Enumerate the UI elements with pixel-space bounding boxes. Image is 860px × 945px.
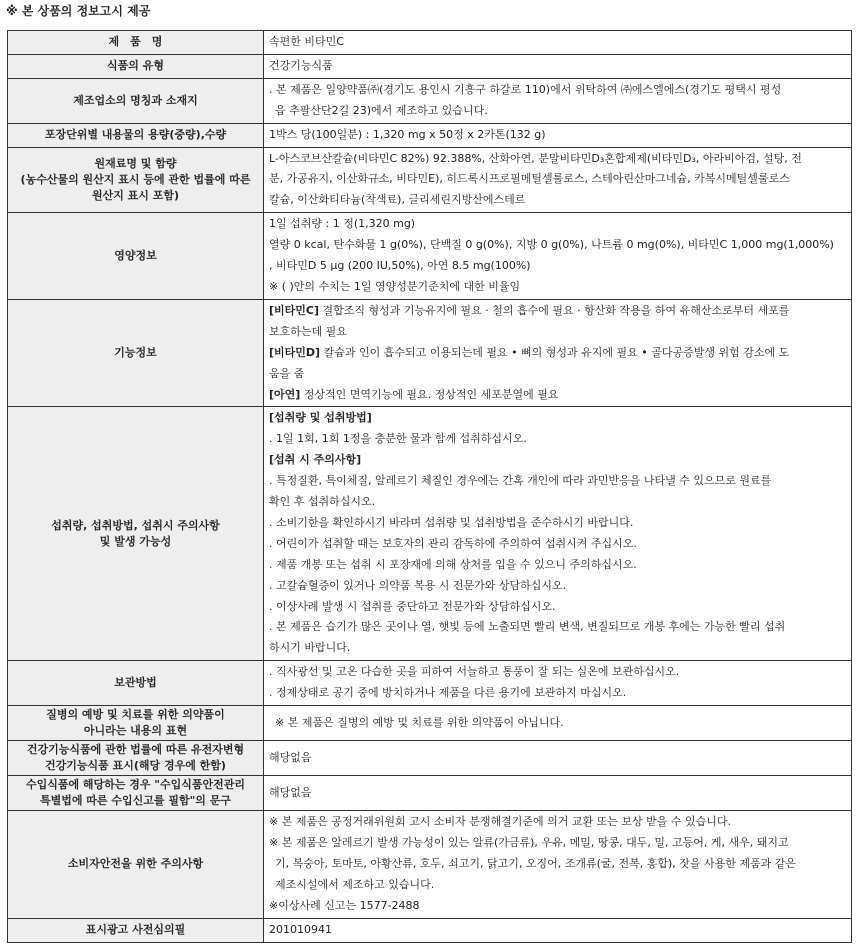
row-label-import (8, 776, 264, 811)
intake-line: 확인 후 섭취하십시오. (269, 495, 376, 509)
intake-line: . 이상사례 발생 시 섭취를 중단하고 전문가와 상담하십시오. (269, 599, 556, 613)
gmo-label-sub: 건강기능식품 표시(해당 경우에 한함) (45, 759, 226, 773)
table-row (8, 661, 852, 706)
consumer-line: 제조시설에서 제조하고 있습니다. (275, 877, 435, 891)
row-value-product-name: 속편한 비타민C (264, 31, 852, 55)
import-label-sub: 특별법에 따른 수입신고를 필함"의 문구 (39, 794, 232, 808)
nutrition-line: ※ ( )안의 수치는 1일 영양성분기준치에 대한 비율임 (269, 279, 521, 293)
row-label-function: 기능정보 (8, 299, 264, 407)
row-label-manufacturer: 제조업소의 명칭과 소재지 (8, 78, 264, 123)
row-label-capacity: 포장단위별 내용물의 용량(중량),수량 (8, 123, 264, 147)
row-label-ingredients (8, 147, 264, 213)
function-tag: [비타민C] (269, 303, 320, 317)
table-row (8, 299, 852, 407)
row-value-gmo: 해당없음 (264, 741, 852, 776)
function-text: 보호하는데 필요 (269, 324, 347, 338)
intake-label: 섭취량, 섭취방법, 섭취시 주의사항 (51, 518, 220, 532)
intake-line: . 1일 1회, 1회 1정을 충분한 물과 함께 섭취하십시오. (269, 432, 527, 446)
row-label-product-name: 제 품 명 (8, 31, 264, 55)
gmo-label: 건강기능식품에 관한 법률에 따른 유전자변형 (26, 743, 245, 757)
function-line (269, 364, 847, 385)
function-line (269, 322, 847, 343)
ingredients-label-sub: (농수산물의 원산지 표시 등에 관한 법률에 따른 원산지 표시 포함) (20, 172, 251, 202)
nutrition-line: 1일 섭취량 : 1 정(1,320 mg) (269, 217, 416, 231)
table-row (8, 213, 852, 300)
nutrition-line-text: 열량 0 kcal, 탄수화물 1 g(0%), 단백질 0 g(0%), 지방 0 g(0%), 나트륨 0 mg(0%), 비타민C 1,000 mg(1,000% (269, 238, 830, 252)
consumer-line: ※이상사례 신고는 1577-2488 (269, 898, 420, 912)
function-line (269, 343, 847, 364)
table-row (8, 123, 852, 147)
function-line (269, 301, 847, 322)
table-row (8, 706, 852, 741)
intake-heading: [섭취량 및 섭취방법] (269, 411, 372, 425)
ingredients-line: L-아스코브산칼슘(비타민C 82%) 92.388%, 산화아연, 분말비타민D₃혼합제제(비타민D₃, 아라비아검, 설탕, 전 (269, 151, 802, 165)
function-text: 움을 줌 (269, 366, 305, 380)
row-value-not-medicine (264, 706, 852, 741)
function-line (269, 385, 847, 406)
function-tag: [비타민D] (269, 345, 321, 359)
consumer-line: 기, 복숭아, 토마토, 아황산류, 호두, 쇠고기, 닭고기, 오징어, 조개류(굴, 전복, 홍합), 잣을 사용한 제품과 같은 (275, 856, 797, 870)
row-value-ingredients (264, 147, 852, 213)
table-row (8, 78, 852, 123)
nutrition-line (269, 235, 847, 256)
ingredients-line: 분, 가공유지, 이산화규소, 비타민E), 히드록시프로필메틸셀룰로스, 스테아린산마그네슘, 카복시메틸셀룰로스 (269, 172, 790, 186)
section-title: ※ 본 상품의 정보고시 제공 (6, 4, 151, 18)
row-label-nutrition: 영양정보 (8, 213, 264, 300)
row-label-not-medicine (8, 706, 264, 741)
table-row (8, 31, 852, 55)
ingredients-label: 원재료명 및 함량 (94, 156, 177, 170)
row-value-ad-review: 201010941 (264, 918, 852, 942)
storage-line: . 직사광선 및 고온 다습한 곳을 피하여 서늘하고 통풍이 잘 되는 실온에 보관하십시오. (269, 665, 680, 679)
table-row (8, 811, 852, 919)
manufacturer-line: 읍 추팔산단2길 23)에서 제조하고 있습니다. (275, 103, 488, 117)
table-row (8, 918, 852, 942)
row-label-ad-review: 표시광고 사전심의필 (8, 918, 264, 942)
intake-line: . 소비기한을 확인하시기 바라며 섭취량 및 섭취방법을 준수하시기 바랍니다. (269, 515, 634, 529)
row-label-storage: 보관방법 (8, 661, 264, 706)
row-value-intake (264, 407, 852, 661)
row-label-intake (8, 407, 264, 661)
manufacturer-line: . 본 제품은 일양약품㈜(경기도 용인시 기흥구 하갈로 110)에서 위탁하여 ㈜에스엘에스(경기도 평택시 평성 (269, 82, 782, 96)
consumer-line: ※ 본 제품은 알레르기 발생 가능성이 있는 알류(가금류), 우유, 메밀, 땅콩, 대두, 밀, 고등어, 게, 새우, 돼지고 (269, 836, 789, 849)
intake-line: . 본 제품은 습기가 많은 곳이나 열, 햇빛 등에 노출되면 빨리 변색, 변질되므로 개봉 후에는 가능한 빨리 섭취 (269, 620, 786, 634)
intake-line: . 고칼슘혈증이 있거나 의약품 복용 시 전문가와 상담하십시오. (269, 578, 567, 592)
not-medicine-label: 질병의 예방 및 치료를 위한 의약품이 (46, 708, 225, 722)
nutrition-line-paren: ) (829, 238, 834, 252)
intake-heading: [섭취 시 주의사항] (269, 453, 362, 467)
row-label-consumer: 소비자안전을 위한 주의사항 (8, 811, 264, 919)
row-value-product-type: 건강기능식품 (264, 54, 852, 78)
row-label-product-type: 식품의 유형 (8, 54, 264, 78)
nutrition-line: , 비타민D 5 μg (200 IU,50%), 아연 8.5 mg(100%) (269, 259, 531, 273)
intake-line: 하시기 바랍니다. (269, 641, 351, 655)
function-text: 칼슘과 인이 흡수되고 이용되는데 필요 • 뼈의 형성과 유지에 필요 • 골다공증발생 위험 감소에 도 (320, 345, 790, 359)
consumer-line: ※ 본 제품은 공정거래위원회 고시 소비자 분쟁해결기준에 의거 교환 또는 보상 받을 수 있습니다. (269, 815, 731, 829)
function-text: 결합조직 형성과 기능유지에 필요 · 철의 흡수에 필요 · 항산화 작용을 하여 유해산소로부터 세포를 (319, 303, 790, 317)
row-value-storage (264, 661, 852, 706)
row-value-manufacturer (264, 78, 852, 123)
intake-line: . 특정질환, 특이체질, 알레르기 체질인 경우에는 간혹 개인에 따라 과민반응을 나타낼 수 있으므로 원료를 (269, 474, 772, 488)
not-medicine-label-sub: 아니라는 내용의 표현 (83, 724, 188, 738)
product-info-table (7, 30, 852, 943)
row-value-capacity: 1박스 당(100일분) : 1,320 mg x 50정 x 2카톤(132 g) (264, 123, 852, 147)
row-value-nutrition (264, 213, 852, 300)
row-value-import: 해당없음 (264, 776, 852, 811)
row-label-gmo (8, 741, 264, 776)
row-value-function (264, 299, 852, 407)
function-tag: [아연] (269, 387, 301, 401)
import-label: 수입식품에 해당하는 경우 "수입식품안전관리 (25, 778, 246, 792)
intake-line: . 제품 개봉 또는 섭취 시 포장재에 의해 상처를 입을 수 있으니 주의하십시오. (269, 557, 637, 571)
ingredients-line: 칼슘, 이산화티타늄(착색료), 글리세린지방산에스테르 (269, 193, 526, 207)
table-row (8, 54, 852, 78)
row-value-consumer (264, 811, 852, 919)
not-medicine-text: ※ 본 제품은 질병의 예방 및 치료를 위한 의약품이 아닙니다. (275, 715, 564, 729)
table-row (8, 741, 852, 776)
function-text: 정상적인 면역기능에 필요. 정상적인 세포분열에 필요 (300, 387, 559, 401)
table-row (8, 407, 852, 661)
table-row (8, 147, 852, 213)
storage-line: . 정제상태로 공기 중에 방치하거나 제품을 다른 용기에 보관하지 마십시오. (269, 686, 627, 700)
intake-label-sub: 및 발생 가능성 (99, 534, 172, 548)
intake-line: . 어린이가 섭취할 때는 보호자의 관리 감독하에 주의하여 섭취시켜 주십시오. (269, 536, 637, 550)
table-row (8, 776, 852, 811)
